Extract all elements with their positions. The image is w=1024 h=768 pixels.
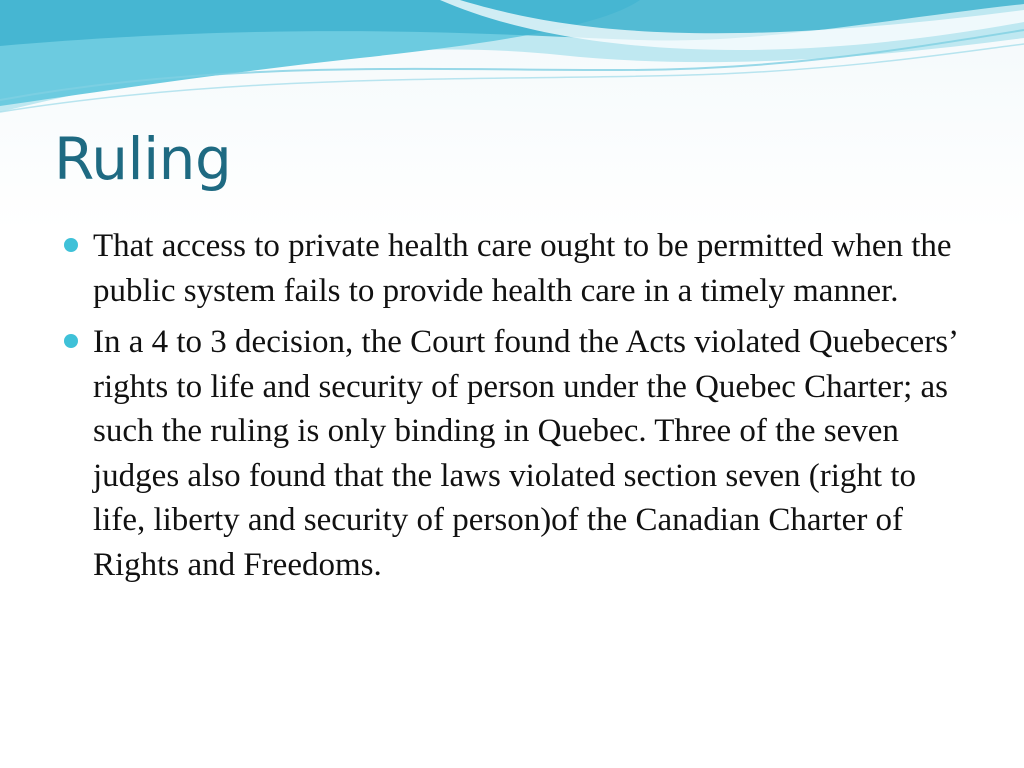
slide-title: Ruling: [54, 125, 232, 193]
bullet-text: In a 4 to 3 decision, the Court found the Acts violated Quebecers’ rights to life and security of person under the Quebec Charter; as such the ruling is only binding in Quebec. Three of the seven judges also found that the laws violated section seven (right to life, liberty and security of person)of the Canadian Charter of Rights and Freedoms.: [93, 324, 957, 583]
bullet-item: [64, 224, 964, 313]
bullet-dot-icon: [64, 238, 78, 252]
header-wave-decoration: [0, 0, 1024, 130]
bullet-list: [64, 224, 964, 594]
bullet-item: [64, 320, 964, 587]
bullet-dot-icon: [64, 334, 78, 348]
bullet-text: That access to private health care ought to be permitted when the public system fails to provide health care in a timely manner.: [93, 228, 952, 309]
